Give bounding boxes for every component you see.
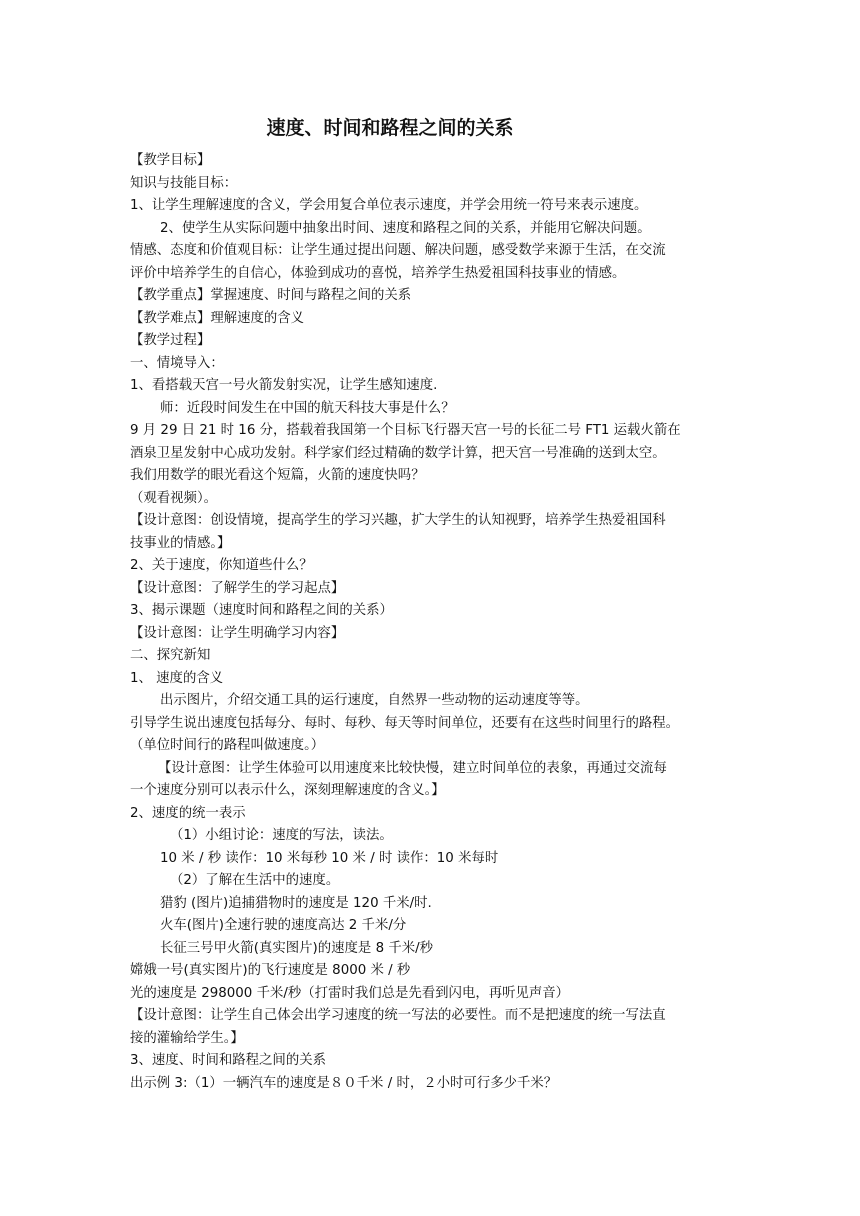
document-line: 猎豹 (图片)追捕猎物时的速度是 120 千米/时.: [160, 895, 432, 911]
document-line: 【设计意图：创设情境，提高学生的学习兴趣，扩大学生的认知视野，培养学生热爱祖国科: [130, 513, 666, 528]
document-line: 2、关于速度，你知道些什么？: [130, 558, 313, 573]
document-line: 情感、态度和价值观目标：让学生通过提出问题、解决问题，感受数学来源于生活，在交流: [130, 243, 666, 258]
document-line: 1、让学生理解速度的含义，学会用复合单位表示速度，并学会用统一符号来表示速度。: [130, 198, 648, 213]
document-line: 2、速度的统一表示: [130, 805, 246, 821]
document-line: 9 月 29 日 21 时 16 分，搭载着我国第一个目标飞行器天宫一号的长征二号 FT1 运载火箭在: [130, 423, 681, 438]
document-line: 2、使学生从实际问题中抽象出时间、速度和路程之间的关系，并能用它解决问题。: [160, 220, 651, 236]
document-title: 速度、时间和路程之间的关系: [266, 117, 514, 139]
document-line: 【设计意图：了解学生的学习起点】: [130, 580, 345, 596]
document-line: 出示图片，介绍交通工具的运行速度，自然界一些动物的运动速度等等。: [160, 693, 589, 708]
document-line: 【设计意图：让学生明确学习内容】: [130, 625, 345, 641]
document-line: 3、揭示课题（速度时间和路程之间的关系）: [130, 603, 393, 618]
document-line: 酒泉卫星发射中心成功发射。科学家们经过精确的数学计算，把天宫一号准确的送到太空。: [130, 445, 666, 461]
document-line: 二、探究新知: [130, 648, 211, 663]
document-line: 【设计意图：让学生体验可以用速度来比较快慢，建立时间单位的表象，再通过交流每: [158, 760, 667, 776]
document-line: 光的速度是 298000 千米/秒（打雷时我们总是先看到闪电，再听见声音）: [130, 985, 570, 1001]
document-line: 3、速度、时间和路程之间的关系: [130, 1053, 326, 1068]
document-line: 我们用数学的眼光看这个短篇，火箭的速度快吗？: [130, 468, 425, 483]
document-body: [130, 150, 740, 1095]
document-line: （1）小组讨论：速度的写法，读法。: [170, 828, 393, 843]
document-line: 一、情境导入：: [130, 355, 224, 371]
document-line: 评价中培养学生的自信心，体验到成功的喜悦，培养学生热爱祖国科技事业的情感。: [130, 265, 626, 281]
document-line: 1、看搭载天宫一号火箭发射实况，让学生感知速度.: [130, 378, 438, 393]
document-line: 火车(图片)全速行驶的速度高达 2 千米/分: [160, 918, 407, 933]
document-line: 接的灌输给学生。】: [130, 1030, 244, 1046]
document-line: 【教学重点】掌握速度、时间与路程之间的关系: [130, 288, 412, 303]
document-line: 10 米 / 秒 读作：10 米每秒 10 米 / 时 读作：10 米每时: [160, 850, 499, 866]
document-line: 【教学难点】理解速度的含义: [130, 310, 305, 326]
document-line: 师：近段时间发生在中国的航天科技大事是什么？: [160, 400, 455, 416]
document-line: 1、 速度的含义: [130, 670, 224, 686]
document-line: 嫦娥一号(真实图片)的飞行速度是 8000 米 / 秒: [130, 963, 411, 978]
document-line: 知识与技能目标：: [130, 175, 238, 191]
document-line: 技事业的情感。】: [130, 535, 231, 551]
document-line: （单位时间行的路程叫做速度。）: [130, 738, 325, 753]
document-line: 【设计意图：让学生自己体会出学习速度的统一写法的必要性。而不是把速度的统一写法直: [130, 1008, 666, 1023]
document-line: 【教学过程】: [130, 333, 211, 348]
document-line: 出示例 3:（1）一辆汽车的速度是８０千米 / 时，２小时可行多少千米？: [130, 1075, 558, 1091]
document-line: 【教学目标】: [130, 153, 211, 168]
document-line: （2）了解在生活中的速度。: [170, 873, 340, 888]
document-line: 长征三号甲火箭(真实图片)的速度是 8 千米/秒: [160, 940, 434, 956]
document-line: （观看视频）。: [130, 490, 218, 506]
document-line: 一个速度分别可以表示什么，深刻理解速度的含义。】: [130, 783, 445, 798]
document-line: 引导学生说出速度包括每分、每时、每秒、每天等时间单位，还要有在这些时间里行的路程。: [130, 715, 680, 731]
